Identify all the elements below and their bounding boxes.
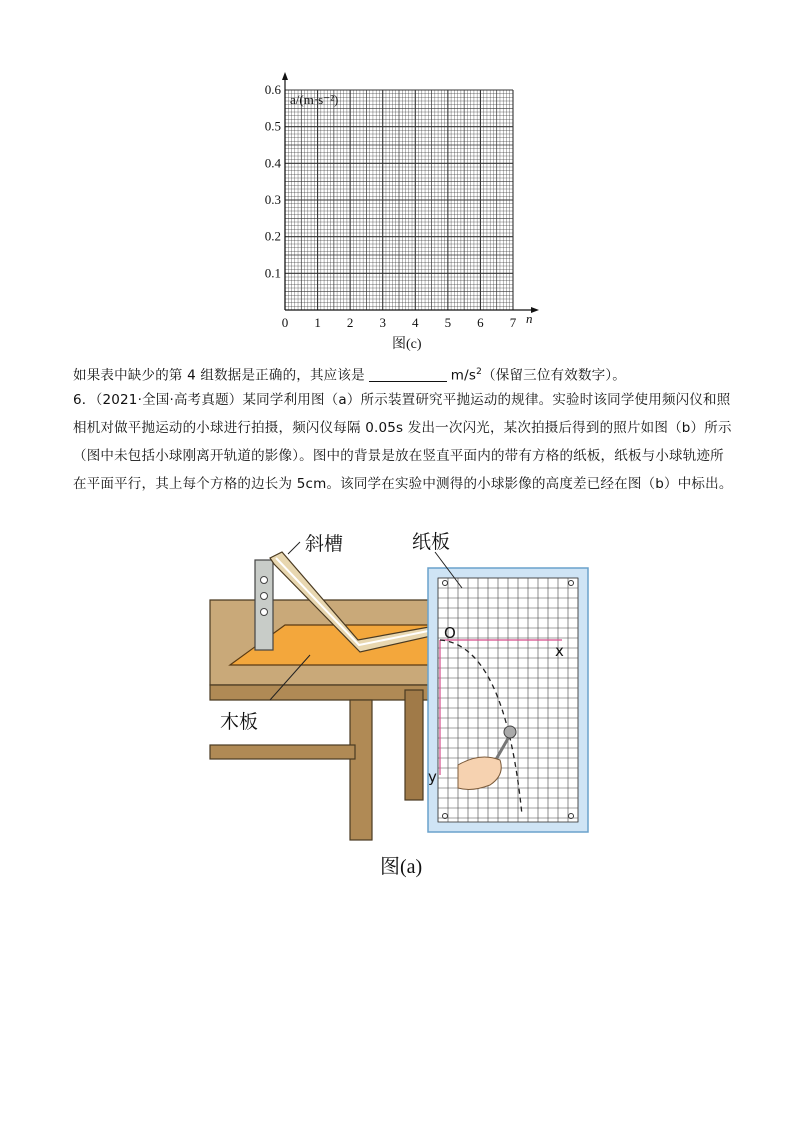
label-y: y [428, 768, 437, 786]
y-tick-label: 0.1 [264, 265, 281, 281]
x-tick-label: 6 [477, 315, 484, 330]
ball [504, 726, 516, 738]
label-x: x [555, 642, 564, 660]
stand-hole [261, 593, 268, 600]
q5-answer-line [73, 358, 733, 390]
x-tick-label: 5 [444, 315, 452, 330]
stand-hole [261, 609, 268, 616]
chute-pointer [288, 542, 300, 554]
q5-unit-sup: 2 [476, 367, 483, 377]
q6-paragraph: 6．（2021·全国·高考真题）某同学利用图（a）所示装置研究平抛运动的规律。实验时该同学使用频闪仪和照相机对做平抛运动的小球进行拍摄，频闪仪每隔 0.05s 发出一次闪光，某次拍摄后得到的照片如图（b）所示（图中未包括小球刚离开轨道的影像）。图中的背景是放在竖直平面内的带有方格的纸板，纸板与小球轨迹所在平面平行，其上每个方格的边长为 5cm。该同学在实验中测得的小球影像的高度差已经在图（b）中标出。 [73, 392, 733, 492]
figure-a [200, 530, 600, 845]
table-leg-right [405, 690, 423, 800]
x-tick-label: 3 [379, 315, 386, 330]
stand-hole [261, 577, 268, 584]
y-axis-arrow [282, 72, 288, 80]
x-tick-label: 1 [314, 315, 321, 330]
table-leg-left [350, 700, 372, 840]
x-tick-label: 0 [281, 315, 289, 330]
table-edge [210, 685, 430, 700]
answer-blank[interactable] [369, 367, 447, 382]
grid-layer [285, 90, 513, 310]
x-axis-label: n [526, 311, 533, 326]
label-chute: 斜槽 [305, 533, 344, 555]
q5-unit: m/s [450, 367, 477, 384]
y-tick-label: 0.3 [264, 192, 281, 207]
label-paper-board: 纸板 [412, 531, 451, 553]
y-tick-label: 0.6 [264, 82, 281, 97]
y-axis-label: a/(m·s⁻²) [290, 92, 339, 107]
table-rail [210, 745, 355, 759]
x-tick-label: 2 [346, 315, 354, 330]
label-origin: O [444, 624, 456, 642]
y-tick-label: 0.5 [264, 118, 281, 134]
q5-text-before: 如果表中缺少的第 4 组数据是正确的，其应该是 [73, 367, 365, 384]
q5-text-after: （保留三位有效数字）。 [482, 367, 627, 384]
x-tick-label: 7 [509, 315, 517, 330]
x-tick-label: 4 [412, 315, 419, 330]
graph-c [260, 82, 550, 350]
label-wood-board: 木板 [220, 711, 259, 733]
chute-stand [255, 560, 273, 650]
figure-a-caption: 图(a) [380, 856, 423, 878]
graph-caption: 图(c) [392, 337, 422, 352]
y-tick-label: 0.4 [264, 155, 281, 171]
y-tick-label: 0.2 [264, 228, 281, 244]
